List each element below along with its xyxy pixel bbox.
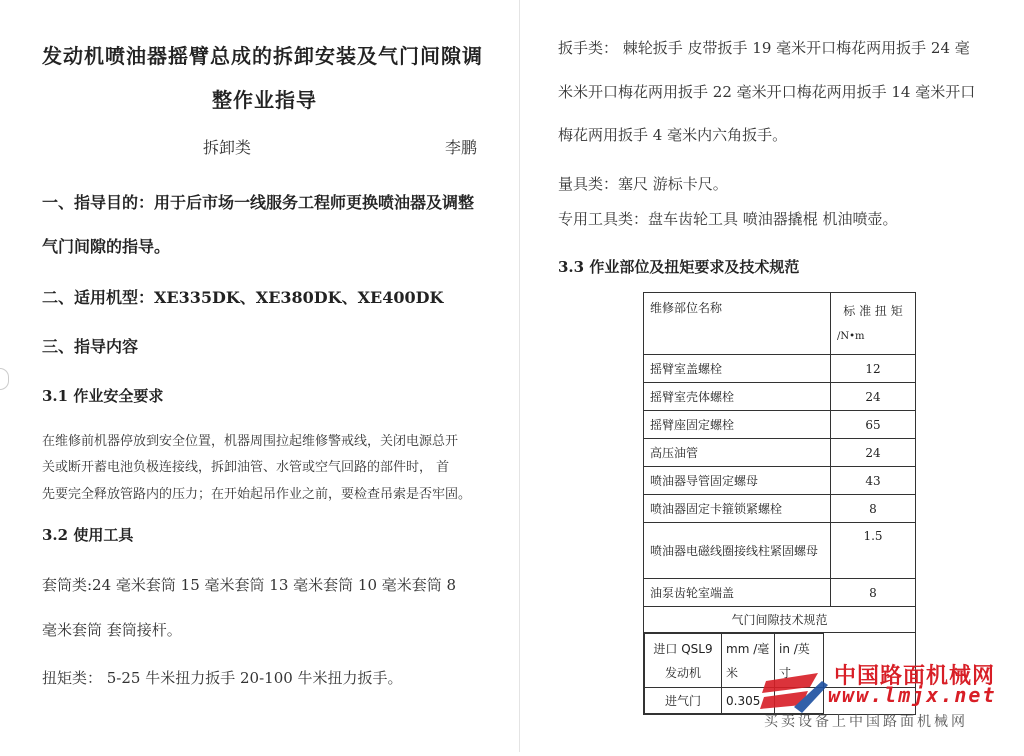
table-row <box>644 467 916 495</box>
table-header-row <box>644 293 916 355</box>
doc-category: 拆卸类 <box>203 138 252 157</box>
table-row <box>644 439 916 467</box>
subsection-3-1: 3.1 作业安全要求 <box>42 387 164 405</box>
torque-spec-table <box>643 292 916 715</box>
watermark-name: 中国路面机械网 <box>834 664 996 689</box>
engine-label: 发动机 <box>664 665 701 680</box>
table-row <box>644 411 916 439</box>
table-row <box>644 355 916 383</box>
inch-unit: in /英 <box>779 641 810 656</box>
table-row <box>644 523 916 579</box>
torque-value: 24 <box>831 383 916 411</box>
sockets-line2: 毫米套筒 套筒接杆。 <box>42 621 182 639</box>
valve-gap-title: 气门间隙技术规范 <box>644 607 916 633</box>
subsection-3-2: 3.2 使用工具 <box>42 526 134 544</box>
doc-title-line1: 发动机喷油器摇臂总成的拆卸安装及气门间隙调 <box>42 44 483 68</box>
valve-gap-title-row <box>644 607 916 633</box>
header-part-name: 维修部位名称 <box>644 293 831 355</box>
part-name: 摇臂室壳体螺栓 <box>644 383 831 411</box>
table-row <box>644 495 916 523</box>
gauges-line: 量具类：塞尺 游标卡尺。 <box>558 175 728 193</box>
torque-tools: 扭矩类： 5-25 牛米扭力扳手 20-100 牛米扭力扳手。 <box>42 669 403 687</box>
header-torque <box>831 293 916 355</box>
mm-unit-cont: 米 <box>726 665 739 680</box>
part-name: 喷油器导管固定螺母 <box>644 467 831 495</box>
part-name: 高压油管 <box>644 439 831 467</box>
watermark-slogan: 买卖设备上中国路面机械网 <box>764 714 968 730</box>
header-torque-unit: /N•m <box>837 330 865 342</box>
table-row <box>644 579 916 607</box>
wrench-line1: 扳手类： 棘轮扳手 皮带扳手 19 毫米开口梅花两用扳手 24 毫 <box>558 39 970 57</box>
torque-value: 24 <box>831 439 916 467</box>
intake-valve-mm: 0.305 <box>722 688 775 714</box>
section3-heading: 三、指导内容 <box>42 337 139 356</box>
subsection-3-3: 3.3 作业部位及扭矩要求及技术规范 <box>558 258 800 276</box>
torque-value: 1.5 <box>831 523 916 579</box>
section1-line2: 气门间隙的指导。 <box>42 237 171 256</box>
page-edge-marker <box>0 368 9 390</box>
torque-value: 12 <box>831 355 916 383</box>
column-divider <box>519 0 520 752</box>
header-torque-label: 标 准 扭 矩 <box>843 303 903 318</box>
part-name: 摇臂室盖螺栓 <box>644 355 831 383</box>
section2-heading: 二、适用机型：XE335DK、XE380DK、XE400DK <box>42 288 444 307</box>
watermark <box>758 655 1024 752</box>
part-name: 油泵齿轮室端盖 <box>644 579 831 607</box>
watermark-url: www.lmjx.net <box>828 683 997 707</box>
torque-value: 8 <box>831 495 916 523</box>
engine-model-cell <box>645 634 722 688</box>
torque-value: 65 <box>831 411 916 439</box>
intake-valve-label: 进气门 <box>645 688 722 714</box>
wrench-line2: 米米开口梅花两用扳手 22 毫米开口梅花两用扳手 14 毫米开口 <box>558 83 976 101</box>
special-tools-line: 专用工具类：盘车齿轮工具 喷油器撬棍 机油喷壶。 <box>558 210 898 228</box>
torque-value: 43 <box>831 467 916 495</box>
sockets-line1: 套筒类:24 毫米套筒 15 毫米套筒 13 毫米套筒 10 毫米套筒 8 <box>42 576 457 594</box>
engine-model: 进口 QSL9 <box>653 641 713 656</box>
wrench-line3: 梅花两用扳手 4 毫米内六角扳手。 <box>558 126 788 144</box>
torque-value: 8 <box>831 579 916 607</box>
doc-title-line2: 整作业指导 <box>212 88 317 112</box>
safety-text-line1: 在维修前机器停放到安全位置，机器周围拉起维修警戒线，关闭电源总开 <box>42 434 459 449</box>
inch-unit-cont: 寸 <box>779 665 792 680</box>
doc-author: 李鹏 <box>445 138 478 157</box>
mm-unit: mm /毫 <box>726 641 770 656</box>
part-name: 喷油器固定卡箍锁紧螺栓 <box>644 495 831 523</box>
part-name: 喷油器电磁线圈接线柱紧固螺母 <box>644 523 831 579</box>
section1-line1: 一、指导目的：用于后市场一线服务工程师更换喷油器及调整 <box>42 193 475 212</box>
safety-text-line2: 关或断开蓄电池负极连接线，拆卸油管、水管或空气回路的部件时， 首 <box>42 460 450 475</box>
safety-text-line3: 先要完全释放管路内的压力；在开始起吊作业之前，要检查吊索是否牢固。 <box>42 487 472 502</box>
table-row <box>644 383 916 411</box>
part-name: 摇臂座固定螺栓 <box>644 411 831 439</box>
